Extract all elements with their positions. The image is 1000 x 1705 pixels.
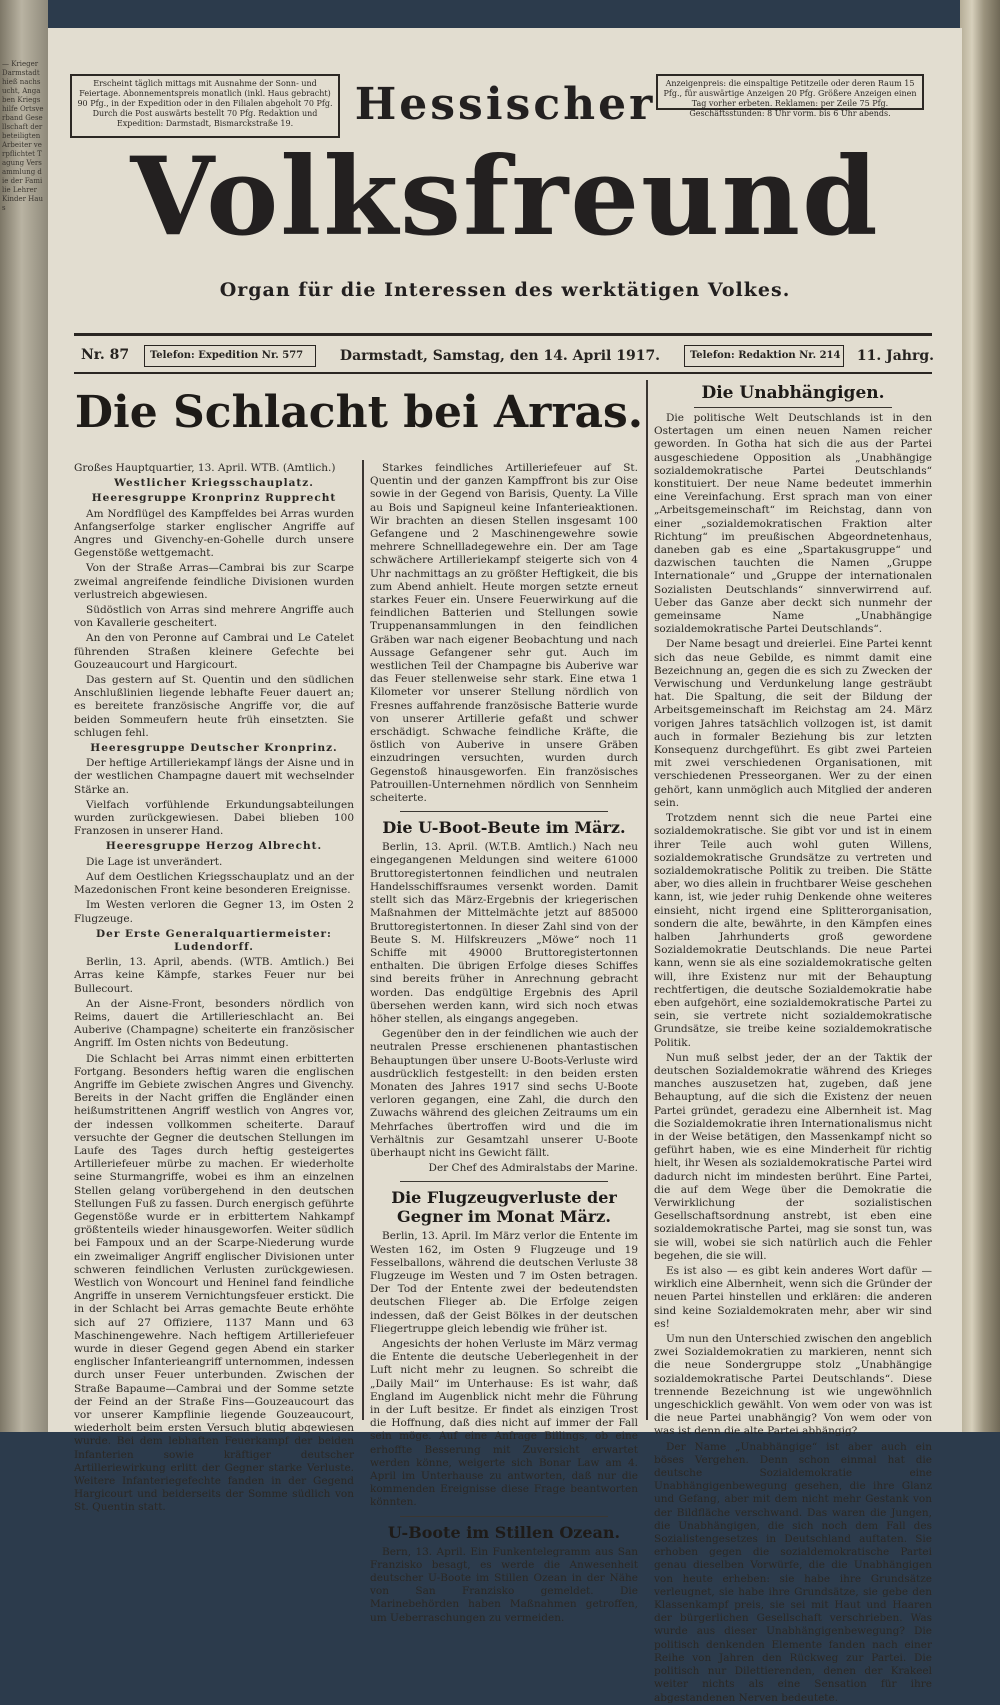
dateline: Darmstadt, Samstag, den 14. April 1917. [339, 348, 661, 364]
report-paragraph: Vielfach vorfühlende Erkundungsabteilungen wurden zurückgewiesen. Dabei blieben 100 Franzosen in unserer Hand. [74, 798, 354, 838]
flugzeug-paragraph: Angesichts der hohen Verluste im März vermag die Entente die deutsche Ueberlegenheit in der Luft nicht mehr zu leugnen. So schreibt die „Daily Mail“ im Unterhause: Es ist wahr, daß England im Augenblick nicht mehr die Führung in der Luft besitze. Er findet als einzigen Trost die Hoffnung, daß dies nicht auf immer der Fall sein möge. Auf eine Anfrage Billings, ob eine erhoffte Besserung mit Zuversicht erwartet werden könne, weigerte sich Bonar Law am 4. April im Unterhause zu antworten, daß nur die kommenden Ereignisse diese Frage beantworten könnten. [370, 1337, 638, 1509]
report-paragraph: Am Nordflügel des Kampffeldes bei Arras wurden Anfangserfolge starker englischer Angriffe auf Angres und Givenchy-en-Gohelle durch unsere Gegenstöße wettgemacht. [74, 507, 354, 560]
column-1 [74, 462, 354, 1514]
report-paragraph: Die Schlacht bei Arras nimmt einen erbitterten Fortgang. Besonders heftig waren die englischen Angriffe im Gebiete zwischen Angres und Givenchy. Bereits in der Nacht griffen die Engländer einen heißumstrittenen Angriff westlich von Angres vor, der indessen vollkommen scheiterte. Darauf versuchte der Gegner die deutschen Stellungen im Laufe des Tages durch heftig gesteigertes Artilleriefeuer mürbe zu machen. Er wiederholte seine Sturmangriffe, wobei es ihm an einzelnen Stellen gelang vorübergehend in den deutschen Stellungen Fuß zu fassen. Durch energisch geführte Gegenstöße wurde er in erbittertem Nahkampf größtenteils wieder hinausgeworfen. Weiter südlich bei Fampoux und an der Scarpe-Niederung wurde ein zweimaliger Angriff englischer Divisionen unter schweren feindlichen Verlusten zurückgewiesen. Westlich von Woncourt und Heninel fand feindliche Angriffe in unserem Vernichtungsfeuer erstickt. Die in der Schlacht bei Arras gemachte Beute erhöhte sich auf 27 Offiziere, 1137 Mann und 63 Maschinengewehre. Nach heftigem Artilleriefeuer wurde in dieser Gegend gegen Abend ein starker englischer Infanterieangriff unternommen, indessen durch unser Feuer unterbunden. Zwischen der Straße Bapaume—Cambrai und der Somme setzte der Feind an der Straße Fins—Gouzeaucourt das vor unserer Kampflinie liegende Gouzeaucourt, wiederholt beim ersten Versuch blutig abgewiesen wurde. Bei dem lebhaften Feuerkampf der beiden Infanterien sowie kräftiger deutscher Artilleriewirkung erlitt der Gegner starke Verluste. Weitere Infanteriegefechte fanden in der Gegend Hargicourt und beiderseits der Somme südlich von St. Quentin statt. [74, 1052, 354, 1514]
report-signature: Der Erste Generalquartiermeister: Ludendorff. [96, 927, 332, 953]
left-facing-page [0, 0, 48, 1432]
ubeute-paragraph: Gegenüber den in der feindlichen wie auch der neutralen Presse erschienenen phantastischen Behauptungen über unsere U-Boots-Verluste wird ausdrücklich festgestellt: in den beiden ersten Monaten des Jahres 1917 sind sechs U-Boote verloren gegangen, eine Zahl, die durch den Zuwachs während des gleichen Zeitraums um ein Mehrfaches übertroffen wird und die im Verhältnis zur Gesamtzahl unserer U-Boote überhaupt nicht ins Gewicht fällt. [370, 1028, 638, 1159]
unabh-paragraph: Um nun den Unterschied zwischen den angeblich zwei Sozialdemokratien zu markieren, nennt sich die neue Sondergruppe stolz „Unabhängige sozialdemokratische Partei Deutschlands“. Diese trennende Bezeichnung ist wie ungewöhnlich ungeschicklich gewählt. Von wem oder von was ist die neue Partei unabhängig? Von wem oder von was ist denn die alte Partei abhängig? [654, 1333, 932, 1438]
masthead-rule-bottom [74, 372, 932, 374]
column-3 [654, 380, 932, 1704]
main-headline: Die Schlacht bei Arras. [74, 387, 644, 438]
article-separator [400, 1516, 608, 1517]
unabh-headline: Die Unabhängigen. [701, 383, 885, 403]
report-paragraph: An den von Peronne auf Cambrai und Le Catelet führenden Straßen kleinere Gefechte bei Gouzeaucourt und Hargicourt. [74, 632, 354, 671]
unabh-paragraph: Der Name „Unabhängige“ ist aber auch ein böses Vergehen. Denn schon einmal hat die deutsche Sozialdemokratie eine Unabhängigenbewegung gesehen, die ihre Glanz und Gefang, aber mit dem nicht mehr Gestank von der Bildfläche verschwand. Das waren die Jungen, die Unabhängigen, die sich noch dem Fall des Sozialistengesetzes in Deutschland auftaten. Sie erhoben gegen die sozialdemokratische Partei genau dieselben Vorwürfe, die die Unabhängigen von heute erheben: sie habe ihre Grundsätze verleugnet, sie habe ihre Grundsätze, sie gebe den Klassenkampf preis, sie sei mit Haut und Haaren der bürgerlichen Gesellschaft verschrieben. Was wurde aus dieser Unabhängigenbewegung? Die politisch denkenden Elemente fanden nach einer Reihe von Jahren den Rückweg zur Partei. Die politisch nur Dilettierenden, denen der Krakeel weiter nichts als eine Sensation für ihre abgestandenen Nerven bedeutete. [654, 1440, 932, 1704]
report-paragraph: Auf dem Oestlichen Kriegsschauplatz und an der Mazedonischen Front keine besonderen Ereignisse. [74, 870, 354, 897]
ubeute-headline: Die U-Boot-Beute im März. [382, 818, 626, 838]
report-paragraph: An der Aisne-Front, besonders nördlich von Reims, dauert die Artillerieschlacht an. Bei Auberive (Champagne) scheiterte ein französischer Angriff. Im Osten nichts von Bedeutung. [74, 997, 354, 1050]
report-paragraph: Südöstlich von Arras sind mehrere Angriffe auch von Kavallerie gescheitert. [74, 604, 354, 630]
section-army-group-kronprinz: Heeresgruppe Deutscher Kronprinz. [90, 742, 338, 755]
dispatch-header: Großes Hauptquartier, 13. April. WTB. (Amtlich.) [74, 462, 336, 474]
volume-year: 11. Jahrg. [856, 348, 934, 364]
article-separator [400, 1181, 608, 1182]
masthead-main-title: Volksfreund [130, 134, 880, 260]
headline-rule [694, 407, 892, 408]
flugzeug-headline: Die Flugzeugverluste der Gegner im Monat März. [391, 1188, 617, 1227]
section-western-front: Westlicher Kriegsschauplatz. [114, 477, 314, 490]
ubeute-signature: Der Chef des Admiralstabs der Marine. [428, 1162, 638, 1175]
column-divider-2 [646, 380, 648, 1420]
column-divider-1 [362, 460, 364, 1420]
masthead-subtitle: Organ für die Interessen des werktätigen Volkes. [219, 279, 791, 301]
issue-number: Nr. 87 [81, 347, 130, 363]
article-separator [400, 811, 608, 812]
report-paragraph: Die Lage ist unverändert. [86, 855, 223, 868]
book-spine [960, 0, 1000, 1432]
report-paragraph: Im Westen verloren die Gegner 13, im Osten 2 Flugzeuge. [74, 899, 354, 925]
stillen-paragraph: Bern, 13. April. Ein Funkentelegramm aus San Franzisko besagt, es werde die Anwesenheit deutscher U-Boote im Stillen Ozean in der Nähe von San Franzisko gemeldet. Die Marinebehörden haben Maßnahmen getroffen, um Ueberraschungen zu vermeiden. [370, 1545, 638, 1624]
subscription-box: Erscheint täglich mittags mit Ausnahme der Sonn- und Feiertage. Abonnementspreis monatlich (inkl. Haus gebracht) 90 Pfg., in der Expedition oder in den Filialen abgeholt 70 Pfg. Durch die Post auswärts bestellt 70 Pfg. Redaktion und Expedition: Darmstadt, Bismarckstraße 19. [70, 74, 340, 138]
report-paragraph: Starkes feindliches Artilleriefeuer auf St. Quentin und der ganzen Kampffront bis zur Oise sowie in der Gegend von Barisis, Quenty. La Ville au Bois und Sapigneul keine Infanterieaktionen. Wir brachten an diesen Stellen insgesamt 100 Gefangene und 2 Maschinengewehre sowie mehrere Schnellladegewehre ein. Der am Tage schwächere Artilleriekampf steigerte sich von 4 Uhr nachmittags an zu größter Heftigkeit, die bis zum Abend anhielt. Heute morgen setzte erneut starkes Feuer ein. Unsere Feuerwirkung auf die feindlichen Batterien und Stellungen sowie Truppenansammlungen in den feindlichen Gräben war nach eigener Beobachtung und nach Aussage Gefangener sehr gut. Auch im westlichen Teil der Champagne bis Auberive war das Feuer stellenweise sehr stark. Eine etwa 1 Kilometer vor unserer Stellung nördlich von Fresnes auffahrende französische Batterie wurde von unserer Artillerie gefaßt und schwer erschädigt. Schwache feindliche Kräfte, die östlich von Auberive in unsere Gräben einzudringen versuchten, wurden durch Gegenstoß hinausgeworfen. Ein französisches Patrouillen-Unternehmen nördlich von Sennheim scheiterte. [370, 462, 638, 805]
unabh-paragraph: Trotzdem nennt sich die neue Partei eine sozialdemokratische. Sie gibt vor und ist in einem ihrer Teile auch wohl guten Willens, sozialdemokratische Grundsätze zu vertreten und sozialdemokratische Politik zu treiben. Die Stätte aber, wo dies allein in fruchtbarer Weise geschehen kann, ist, wie jeder ruhig Denkende ohne weiteres einsieht, nicht irgend eine Splitterorganisation, sondern die alte, bewährte, in den Kämpfen eines halben Jahrhunderts groß gewordene Sozialdemokratie Deutschlands. Die neue Partei kann, wenn sie als eine sozialdemokratische gelten will, ihre Existenz nur mit der Behauptung rechtfertigen, die deutsche Sozialdemokratie habe eben aufgehört, eine sozialdemokratische Partei zu sein, sie vertrete nicht sozialdemokratische Grundsätze, sie treibe keine sozialdemokratische Politik. [654, 812, 932, 1049]
flugzeug-paragraph: Berlin, 13. April. Im März verlor die Entente im Westen 162, im Osten 9 Flugzeuge und 19 Fesselballons, während die deutschen Verluste 38 Flugzeuge im Westen und 7 im Osten betragen. Der Tod der Entente zwei der bedeutendsten deutschen Flieger ab. Die Erfolge zeigen indessen, daß der Geist Bölkes in der deutschen Fliegertruppe gleich lebendig wie früher ist. [370, 1230, 638, 1335]
section-army-group-rupprecht: Heeresgruppe Kronprinz Rupprecht [91, 492, 337, 505]
ubeute-paragraph: Berlin, 13. April. (W.T.B. Amtlich.) Nach neu eingegangenen Meldungen sind weitere 61000 Bruttoregistertonnen feindlichen und neutralen Handelsschiffsraumes versenkt worden. Damit stellt sich das März-Ergebnis der kriegerischen Maßnahmen der Mittelmächte jetzt auf 885000 Bruttoregistertonnen. In dieser Zahl sind von der Beute S. M. Hilfskreuzers „Möwe“ noch 11 Schiffe mit 49000 Bruttoregistertonnen enthalten. Die übrigen Erfolge dieses Schiffes sind bereits früher in Anrechnung gebracht worden. Das endgültige Ergebnis des April übersehen werden kann, wird sich noch etwas höher stellen, als eingangs angegeben. [370, 841, 638, 1025]
stillen-headline: U-Boote im Stillen Ozean. [387, 1522, 621, 1542]
report-paragraph: Der heftige Artilleriekampf längs der Aisne und in der westlichen Champagne dauert mit wechselnder Stärke an. [74, 757, 354, 796]
phone-expedition: Telefon: Expedition Nr. 577 [144, 345, 316, 367]
newspaper-page [48, 28, 962, 1704]
unabh-paragraph: Der Name besagt und dreierlei. Eine Partei kennt sich das neue Gebilde, es nimmt damit eine Bezeichnung an, gegen die es sich zu Zwecken der Verwischung und Verdunkelung lange gesträubt hat. Die Spaltung, die seit der Bildung der Arbeitsgemeinschaft im Reichstag am 24. März vorigen Jahres tatsächlich vollzogen ist, ist damit auch in formaler Beziehung bis zur letzten Konsequenz durchgeführt. Es gibt zwei Parteien mit zwei verschiedenen Organisationen, mit verschiedenen Presseorganen. Wer zu der einen gehört, kann unmöglich auch Mitglied der anderen sein. [654, 638, 932, 809]
report-paragraph: Von der Straße Arras—Cambrai bis zur Scarpe zweimal angreifende feindliche Divisionen wurden verlustreich abgewiesen. [74, 562, 354, 601]
masthead-rule-top [74, 333, 932, 336]
advert-price-box: Anzeigenpreis: die einspaltige Petitzeile oder deren Raum 15 Pfg., für auswärtige Anzeigen 20 Pfg. Größere Anzeigen einen Tag vorher erbeten. Reklamen: per Zeile 75 Pfg. Geschäftsstunden: 8 Uhr vorm. bis 6 Uhr abends. [656, 74, 924, 110]
left-page-text: — Krieger Darmstadt hieß nachsucht, Angaben Kriegshilfe Ortsverband Gesellschaft der beteiligten Arbeiter verpflichtet Tagung Versammlung die der Familie Lehrer Kinder Haus [2, 60, 44, 212]
report-paragraph: Berlin, 13. April, abends. (WTB. Amtlich.) Bei Arras keine Kämpfe, starkes Feuer nur bei Bullecourt. [74, 956, 354, 995]
unabh-paragraph: Nun muß selbst jeder, der an der Taktik der deutschen Sozialdemokratie während des Krieges manches auszusetzen hat, zugeben, daß jene Behauptung, auf die sich die Existenz der neuen Partei gründet, geradezu eine Albernheit ist. Mag die Sozialdemokratie ihren Internationalismus nicht in der Weise betätigen, den Massenkampf nicht so geführt haben, wie es eine Minderheit für richtig hielt, ihr Wesen als sozialdemokratische Partei wird dadurch nicht im mindesten berührt. Eine Partei, die auf dem Wege über die Demokratie die Verwirklichung der sozialistischen Gesellschaftsordnung anstrebt, ist eben eine sozialdemokratische Partei, mag sie sonst tun, was sie will, wobei sie sich natürlich auch die Fehler begehen, die sie will. [654, 1051, 932, 1262]
report-paragraph: Das gestern auf St. Quentin und den südlichen Anschlußlinien liegende lebhafte Feuer dauert an; es bereitete französische Angriffe vor, die auf beiden Sommeufern heute früh einsetzten. Sie schlugen fehl. [74, 674, 354, 739]
unabh-paragraph: Die politische Welt Deutschlands ist in den Ostertagen um einen neuen Namen reicher geworden. In Gotha hat sich die aus der Partei ausgeschiedene Opposition als „Unabhängige sozialdemokratische Partei Deutschlands“ konstituiert. Der neue Name bedeutet immerhin eine Vereinfachung. Erst sprach man von einer „Arbeitsgemeinschaft“ im Reichstag, dann von einer „sozialdemokratischen Fraktion alter Richtung“ im preußischen Abgeordnetenhaus, daneben gab es eine „Spartakusgruppe“ und dazwischen tauchten die Namen „Gruppe Internationale“ und „Gruppe der internationalen Sozialisten Deutschlands“ sinnverwirrend auf. Ueber das Ganze aber deckt sich nunmehr der gemeinsame Name „Unabhängige sozialdemokratische Partei Deutschlands“. [654, 412, 932, 636]
column-2 [370, 462, 638, 1624]
section-army-group-albrecht: Heeresgruppe Herzog Albrecht. [105, 840, 323, 853]
phone-redaktion: Telefon: Redaktion Nr. 214 [684, 345, 844, 367]
unabh-paragraph: Es ist also — es gibt kein anderes Wort dafür — wirklich eine Albernheit, wenn sich die Gründer der neuen Partei hinstellen und erklären: die anderen sind keine Sozialdemokraten mehr, aber wir sind es! [654, 1265, 932, 1330]
masthead-top-title: Hessischer [354, 79, 656, 130]
